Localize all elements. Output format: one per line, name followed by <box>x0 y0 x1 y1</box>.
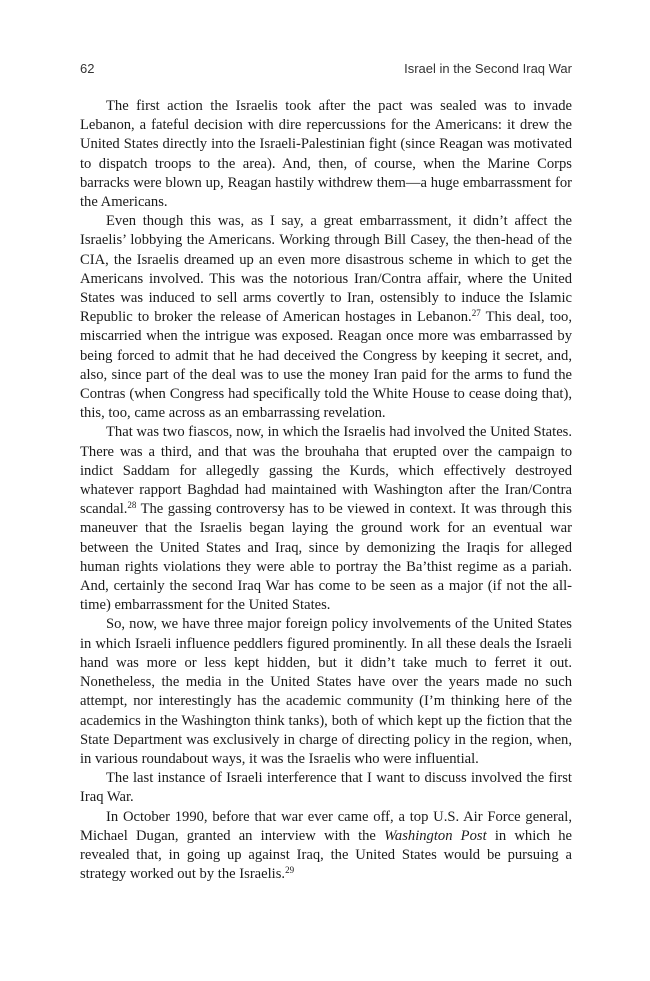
text-run: The first action the Israelis took after the pact was sealed was to invade Lebanon, a fateful decision with dire repercussions for the Americans: it drew the United States directly into the Israeli-Palestinian fight (since Reagan was motivated to dispatch troops to the area). And, then, of course, when the Marine Corps barracks were blown up, Reagan hastily withdrew them—a huge embarrassment for the Americans. <box>80 98 572 211</box>
paragraph <box>80 97 572 212</box>
paragraph <box>80 212 572 423</box>
footnote-marker: 29 <box>285 865 295 876</box>
paragraph <box>80 423 572 615</box>
running-head <box>80 61 572 76</box>
paragraph <box>80 615 572 769</box>
page-number: 62 <box>80 61 95 76</box>
text-run: In October 1990, before that war ever came off, a top U.S. Air Force general, Michael Dugan, granted an interview with the <box>80 808 572 844</box>
text-run: in which he revealed that, in going up against Iraq, the United States would be pursuing a strategy worked out by the Israelis. <box>80 827 572 883</box>
text-run: That was two fiascos, now, in which the Israelis had involved the United States. There was a third, and that was the brouhaha that erupted over the campaign to indict Saddam for allegedly gassing the Kurds, which effectively destroyed whatever rapport Baghdad had maintained with Washington after the Iran/Contra scandal. <box>80 424 572 518</box>
text-run: So, now, we have three major foreign policy involvements of the United States in which Israeli influence peddlers figured prominently. In all these deals the Israeli hand was more or less kept hidden, but it didn’t take much to ferret it out. Nonetheless, the media in the United States have over the years made no such attempt, nor interestingly has the academic community (I’m thinking here of the academics in the Washington think tanks), both of which kept up the fiction that the State Department was exclusively in charge of directing policy in the region, when, in various roundabout ways, it was the Israelis who were influential. <box>80 616 572 767</box>
footnote-marker: 28 <box>127 500 137 511</box>
text-run: Even though this was, as I say, a great embarrassment, it didn’t affect the Israelis’ lobbying the Americans. Working through Bill Casey, the then-head of the CIA, the Israelis dreamed up an even more disastrous scheme in which to get the Americans involved. This was the notorious Iran/Contra affair, where the United States was induced to sell arms covertly to Iran, ostensibly to induce the Islamic Republic to broker the release of American hostages in Lebanon. <box>80 213 572 326</box>
text-run: The gassing controversy has to be viewed in context. It was through this maneuver that the Israelis began laying the ground work for an eventual war between the United States and Iraq, since by demonizing the Iraqis for alleged human rights violations they were able to portray the Ba’thist regime as a pariah. And, certainly the second Iraq War has come to be seen as a major (if not the all-time) embarrassment for the United States. <box>80 501 572 614</box>
body-text <box>80 97 572 884</box>
text-run: This deal, too, miscarried when the intrigue was exposed. Reagan once more was embarrassed by being forced to admit that he had deceived the Congress by keeping it secret, and, also, since part of the deal was to use the money Iran paid for the arms to fund the Contras (when Congress had specifically told the White House to cease doing that), this, too, came across as an embarrassing revelation. <box>80 309 572 422</box>
text-run: The last instance of Israeli interference that I want to discuss involved the first Iraq War. <box>80 770 572 806</box>
paragraph <box>80 808 572 885</box>
paragraph <box>80 769 572 807</box>
chapter-title: Israel in the Second Iraq War <box>404 61 572 76</box>
footnote-marker: 27 <box>471 308 481 319</box>
italic-text: Washington Post <box>384 827 487 844</box>
